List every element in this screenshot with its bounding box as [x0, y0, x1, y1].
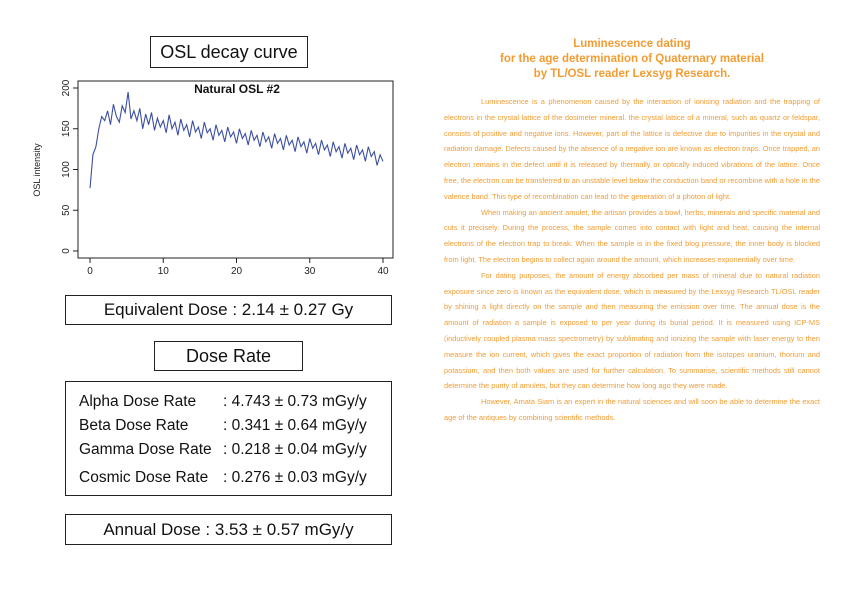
y-tick-label: 0 — [61, 248, 72, 254]
dose-rate-row-cosmic — [79, 466, 391, 490]
article-paragraph: For dating purposes, the amount of energy absorbed per mass of mineral due to natural radiation exposure since zero is known as the equivalent dose, which is measured by the Lexsyg Research TL/OSL reader by shining a light directly on the sample and then measuring the emission over time. The annual dose is the amount of radiation a sample is exposed to per year during its burial period. It is measured using ICP-MS (inductively coupled plasma mass spectrometry) by sublimating and ionizing the sample with laser energy to then measure the ion current, which gives the exact proportion of radiation from the isotopes uranium, thorium and potassium, and then both values are used for further calculation. To summarise, scientific methods still cannot determine the purity of amulets, but they can determine how long ago they were made. — [444, 270, 820, 391]
article-heading-line: Luminescence dating — [573, 38, 691, 50]
chart-title: Natural OSL #2 — [194, 82, 280, 96]
dose-rate-label: Gamma Dose Rate — [79, 441, 212, 458]
article — [444, 37, 820, 426]
plot-frame — [78, 81, 393, 258]
article-paragraph: However, Amata Siam is an expert in the natural sciences and will soon be able to determine the exact age of the antiques by combining scientific methods. — [444, 397, 820, 422]
annual-dose-box — [65, 514, 392, 545]
article-heading — [444, 37, 820, 82]
dose-rate-value: : 0.276 ± 0.03 mGy/y — [223, 469, 367, 486]
dose-rate-title-box — [154, 341, 303, 371]
dose-rate-label: Cosmic Dose Rate — [79, 469, 209, 486]
dose-rate-row-alpha — [79, 390, 391, 414]
chart-box-title: OSL decay curve — [160, 41, 298, 62]
dose-rate-value: : 0.218 ± 0.04 mGy/y — [223, 441, 367, 458]
dose-rate-row-beta — [79, 414, 391, 438]
y-tick-label: 150 — [61, 120, 72, 138]
dose-rates-table — [65, 381, 392, 496]
equivalent-dose: Equivalent Dose : 2.14 ± 0.27 Gy — [103, 300, 354, 319]
x-tick-label: 20 — [230, 266, 243, 277]
chart-ylabel: OSL intensity — [32, 143, 42, 197]
dose-rate-label: Beta Dose Rate — [79, 417, 189, 434]
equivalent-dose-box — [65, 295, 392, 325]
dose-rate-title: Dose Rate — [185, 345, 272, 366]
y-tick-label: 100 — [61, 161, 72, 178]
x-tick-label: 10 — [157, 266, 169, 277]
article-paragraph: Luminescence is a phenomenon caused by the interaction of ionising radiation and the trapping of electrons in the crystal lattice of the dosimeter mineral. the crystal lattice of a mineral, such as quartz or feldspar, consists of positive and negative ions. However, part of the lattice is defective due to impurities in the crystal and radiation damage. Defects caused by the absence of a negative ion are known as electron traps. Once trapped, an electron remains in the defect until it is released by thermally or optically induced vibrations of the lattice. Once free, the electron can be transferred to an unstable level below the conduction band or recombine with a hole in the valence band. This type of recombination can lead to the generation of a photon of light. — [444, 97, 820, 201]
osl-decay-chart — [28, 78, 396, 288]
article-paragraph: When making an ancient amulet, the artisan provides a bowl, herbs, minerals and specific material and cuts it precisely. During the process, the sample comes into contact with light and heat, causing the internal electrons of the electron trap to break. When the sample is in the fixed blog pressure, the inner body is blocked from light. The electron begins to collect again around the amount, which increases exponentially over time. — [444, 207, 820, 264]
article-heading-line: for the age determination of Quaternary material — [500, 53, 764, 65]
dose-rate-label: Alpha Dose Rate — [79, 393, 197, 410]
y-tick-label: 200 — [61, 79, 72, 97]
x-tick-label: 0 — [87, 266, 93, 277]
x-tick-label: 30 — [304, 266, 316, 277]
dose-rate-row-gamma — [79, 438, 391, 462]
y-tick-label: 50 — [61, 204, 72, 216]
x-tick-label: 40 — [377, 266, 389, 277]
dose-rate-value: : 0.341 ± 0.64 mGy/y — [223, 417, 367, 434]
article-heading-line: by TL/OSL reader Lexsyg Research. — [533, 68, 731, 80]
osl-series-line — [90, 92, 383, 188]
chart-title-box — [150, 36, 308, 68]
dose-rate-value: : 4.743 ± 0.73 mGy/y — [223, 393, 367, 410]
annual-dose: Annual Dose : 3.53 ± 0.57 mGy/y — [103, 519, 354, 539]
